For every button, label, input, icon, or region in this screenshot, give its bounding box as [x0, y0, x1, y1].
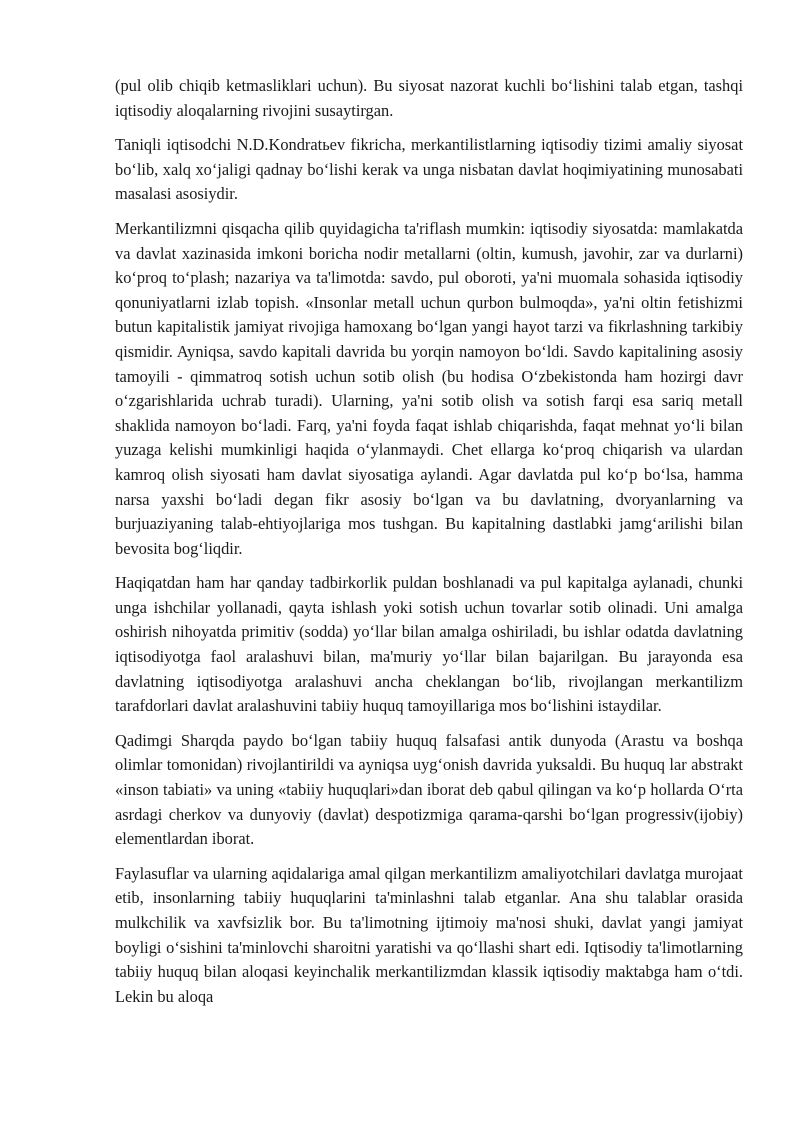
paragraph-1: (pul olib chiqib ketmasliklari uchun). Bu siyosat nazorat kuchli bo‘lishini talab etgan, tashqi iqtisodiy aloqalarning rivojini susaytirgan. — [115, 76, 743, 120]
document-page — [115, 74, 743, 1019]
paragraph-2: Taniqli iqtisodchi N.D.Kondratьev fikricha, merkantilistlarning iqtisodiy tizimi amaliy siyosat bo‘lib, xalq xo‘jaligi qadnay bo‘lishi kerak va unga nisbatan davlat hoqimiyatining munosabati masalasi asosiydir. — [115, 135, 743, 204]
paragraph-3: Merkantilizmni qisqacha qilib quyidagicha ta'riflash mumkin: iqtisodiy siyosatda: mamlakatda va davlat xazinasida imkoni boricha nodir metallarni (oltin, kumush, javohir, zar va durlarni) ko‘proq to‘plash; nazariya va ta'limotda: savdo, pul oboroti, ya'ni muomala sohasida iqtisodiy qonuniyatlarni izlab topish. «Insonlar metall uchun qurbon bulmoqda», ya'ni oltin fetishizmi butun kapitalistik jamiyat rivojiga hamoxang bo‘lgan yangi hayot tarzi va fikrlashning tarkibiy qismidir. Ayniqsa, savdo kapitali davrida bu yorqin namoyon bo‘ldi. Savdo kapitalining asosiy tamoyili - qimmatroq sotish uchun sotib olish (bu hodisa O‘zbekistonda ham hozirgi davr o‘zgarishlarida uchrab turadi). Ularning, ya'ni sotib olish va sotish farqi esa sariq metall shaklida namoyon bo‘ladi. Farq, ya'ni foyda faqat ishlab chiqarishda, faqat mehnat yo‘li bilan yuzaga kelishi mumkinligi haqida o‘ylanmaydi. Chet ellarga ko‘proq chiqarish va ulardan kamroq olish siyosati ham davlat siyosatiga aylandi. Agar davlatda pul ko‘p bo‘lsa, hamma narsa yaxshi bo‘ladi degan fikr asosiy bo‘lgan va bu davlatning, dvoryanlarning va burjuaziyaning talab-ehtiyojlariga mos tushgan. Bu kapitalning dastlabki jamg‘arilishi bilan bevosita bog‘liqdir. — [115, 218, 743, 558]
paragraph-6: Faylasuflar va ularning aqidalariga amal qilgan merkantilizm amaliyotchilari davlatga murojaat etib, insonlarning tabiiy huquqlarini ta'minlashni talab etganlar. Ana shu talablar orasida mulkchilik va xavfsizlik bor. Bu ta'limotning ijtimoiy ma'nosi shuki, davlat yangi jamiyat boyligi o‘sishini ta'minlovchi sharoitni yaratishi va qo‘llashi shart edi. Iqtisodiy ta'limotlarning tabiiy huquq bilan aloqasi keyinchalik merkantilizmdan klassik iqtisodiy maktabga ham o‘tdi. Lekin bu aloqa — [115, 863, 743, 1006]
paragraph-5: Qadimgi Sharqda paydo bo‘lgan tabiiy huquq falsafasi antik dunyoda (Arastu va boshqa olimlar tomonidan) rivojlantirildi va ayniqsa uyg‘onish davrida yuksaldi. Bu huquq lar abstrakt «inson tabiati» va uning «tabiiy huquqlari»dan iborat deb qabul qilingan va ko‘p hollarda O‘rta asrdagi cherkov va dunyoviy (davlat) despotizmiga qarama-qarshi bo‘lgan progressiv(ijobiy) elementlardan iborat. — [115, 730, 743, 849]
paragraph-4: Haqiqatdan ham har qanday tadbirkorlik puldan boshlanadi va pul kapitalga aylanadi, chunki unga ishchilar yollanadi, qayta ishlash yoki sotish uchun tovarlar sotib olinadi. Uni amalga oshirish nihoyatda primitiv (sodda) yo‘llar bilan amalga oshiriladi, bu ishlar odatda davlatning iqtisodiyotga faol aralashuvi bilan, ma'muriy yo‘llar bilan bajarilgan. Bu jarayonda esa davlatning iqtisodiyotga aralashuvi ancha cheklangan bo‘lib, rivojlangan merkantilizm tarafdorlari davlat aralashuvini tabiiy huquq tamoyillariga mos bo‘lishini istaydilar. — [115, 573, 743, 716]
